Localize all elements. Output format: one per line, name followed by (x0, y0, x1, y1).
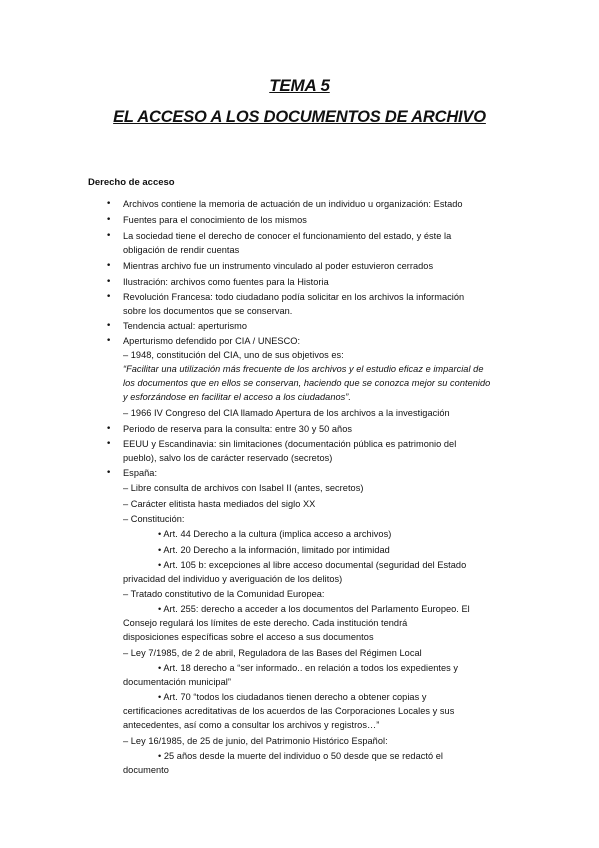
text-line: Aperturismo defendido por CIA / UNESCO: (123, 336, 301, 346)
text-line: sobre los documentos que se conservan. (123, 306, 293, 316)
text-line: Revolución Francesa: todo ciudadano podía solicitar en los archivos la información (123, 292, 465, 302)
text-line: documentación municipal” (123, 677, 231, 687)
text-line: documento (123, 765, 169, 775)
bullet-icon: • (106, 231, 112, 241)
text-line: La sociedad tiene el derecho de conocer el funcionamiento del estado, y éste la (123, 231, 452, 241)
text-line: disposiciones específicas sobre el acceso a sus documentos (123, 632, 374, 642)
quote-line: y esforzándose en facilitar el acceso a los ciudadanos”. (123, 392, 352, 402)
bullet-icon: • (106, 424, 112, 434)
text-line: • Art. 105 b: excepciones al libre acceso documental (seguridad del Estado (158, 560, 467, 570)
text-line: Ilustración: archivos como fuentes para la Historia (123, 277, 329, 287)
text-line: Tendencia actual: aperturismo (123, 321, 248, 331)
text-line: – Ley 16/1985, de 25 de junio, del Patrimonio Histórico Español: (123, 736, 388, 746)
bullet-icon: • (106, 439, 112, 449)
section-heading: Derecho de acceso (88, 177, 175, 188)
text-line: • Art. 70 “todos los ciudadanos tienen derecho a obtener copias y (158, 692, 427, 702)
document-subtitle: EL ACCESO A LOS DOCUMENTOS DE ARCHIVO (113, 108, 486, 126)
text-line: Fuentes para el conocimiento de los mismos (123, 215, 307, 225)
text-line: España: (123, 468, 158, 478)
quote-line: los documentos que en ellos se conservan, haciendo que se conozca mejor su contenido (123, 378, 491, 388)
text-line: • Art. 255: derecho a acceder a los documentos del Parlamento Europeo. El (158, 604, 470, 614)
text-line: certificaciones acreditativas de los acuerdos de las Corporaciones Locales y sus (123, 706, 455, 716)
text-line: pueblo), salvo los de carácter reservado (secretos) (123, 453, 333, 463)
bullet-icon: • (106, 261, 112, 271)
text-line: Consejo regulará los límites de este derecho. Cada institución tendrá (123, 618, 408, 628)
bullet-icon: • (106, 321, 112, 331)
text-line: – Constitución: (123, 514, 185, 524)
text-line: Mientras archivo fue un instrumento vinculado al poder estuvieron cerrados (123, 261, 434, 271)
text-line: – Libre consulta de archivos con Isabel II (antes, secretos) (123, 483, 364, 493)
bullet-icon: • (106, 336, 112, 346)
bullet-icon: • (106, 199, 112, 209)
text-line: obligación de rendir cuentas (123, 245, 240, 255)
text-line: • 25 años desde la muerte del individuo o 50 desde que se redactó el (158, 751, 443, 761)
bullet-icon: • (106, 277, 112, 287)
bullet-icon: • (106, 292, 112, 302)
document-title: TEMA 5 (269, 76, 330, 95)
bullet-icon: • (106, 468, 112, 478)
text-line: Archivos contiene la memoria de actuación de un individuo u organización: Estado (123, 199, 463, 209)
quote-line: “Facilitar una utilización más frecuente de los archivos y el estudio eficaz e imparcial de (123, 364, 484, 374)
text-line: Periodo de reserva para la consulta: entre 30 y 50 años (123, 424, 353, 434)
text-line: – 1966 IV Congreso del CIA llamado Apertura de los archivos a la investigación (123, 408, 450, 418)
text-line: – 1948, constitución del CIA, uno de sus objetivos es: (123, 350, 344, 360)
text-line: privacidad del individuo y averiguación de los delitos) (123, 574, 343, 584)
text-line: antecedentes, así como a consultar los archivos y registros…” (123, 720, 380, 730)
text-line: – Tratado constitutivo de la Comunidad Europea: (123, 589, 325, 599)
text-line: • Art. 18 derecho a “ser informado.. en relación a todos los expedientes y (158, 663, 459, 673)
text-line: • Art. 44 Derecho a la cultura (implica acceso a archivos) (158, 529, 392, 539)
text-line: – Ley 7/1985, de 2 de abril, Reguladora de las Bases del Régimen Local (123, 648, 422, 658)
bullet-icon: • (106, 215, 112, 225)
text-line: • Art. 20 Derecho a la información, limitado por intimidad (158, 545, 390, 555)
text-line: EEUU y Escandinavia: sin limitaciones (documentación pública es patrimonio del (123, 439, 457, 449)
text-line: – Carácter elitista hasta mediados del siglo XX (123, 499, 316, 509)
